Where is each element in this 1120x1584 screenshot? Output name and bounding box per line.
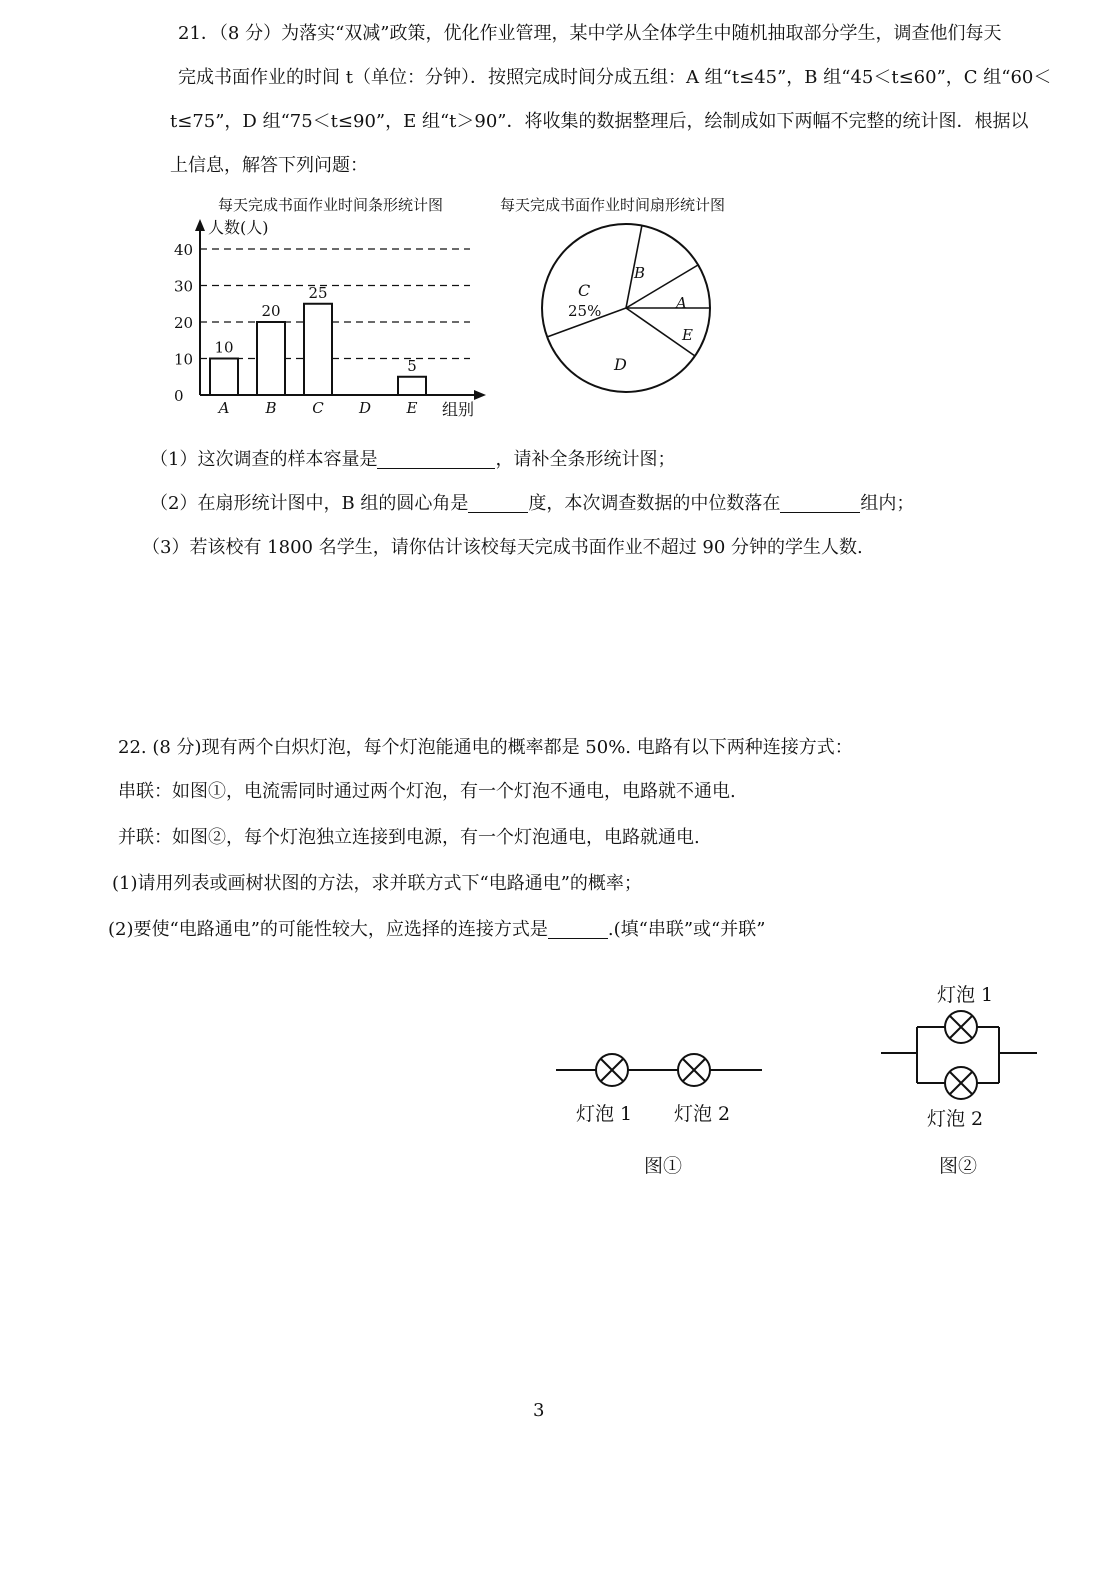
answer-blank-sample-size[interactable] bbox=[377, 448, 495, 469]
q21-line-1: 21．（8 分）为落实“双减”政策，优化作业管理，某中学从全体学生中随机抽取部分学生，调查他们每天 bbox=[178, 23, 1002, 44]
pie-slice-b-label: B bbox=[634, 264, 646, 282]
bar-chart-ytick-label: 30 bbox=[174, 277, 194, 296]
series-circuit-figure bbox=[550, 1040, 770, 1180]
bulb-icon bbox=[945, 1011, 977, 1043]
page-number: 3 bbox=[533, 1400, 545, 1421]
q21-sub-2-text-end: 组内； bbox=[860, 493, 915, 514]
bar-chart-ytick-label: 0 bbox=[174, 387, 184, 405]
pie-chart-title: 每天完成书面作业时间扇形统计图 bbox=[500, 196, 726, 214]
q22-line-5-text-end: .(填“串联”或“并联” bbox=[607, 919, 766, 940]
bulb-icon bbox=[945, 1067, 977, 1099]
pie-slice-a-label: A bbox=[676, 294, 687, 312]
parallel-circuit-figure bbox=[875, 975, 1045, 1180]
bulb-icon bbox=[596, 1054, 628, 1086]
q22-line-5-text: (2)要使“电路通电”的可能性较大，应选择的连接方式是 bbox=[108, 919, 548, 940]
bar-chart-title: 每天完成书面作业时间条形统计图 bbox=[218, 196, 444, 214]
bar-chart-ytick-label: 10 bbox=[174, 350, 194, 369]
bar-chart-xtick-label: E bbox=[406, 399, 418, 417]
bulb-icon bbox=[678, 1054, 710, 1086]
answer-blank-angle[interactable] bbox=[468, 492, 528, 513]
q21-sub-2-text: （2）在扇形统计图中，B 组的圆心角是 bbox=[150, 493, 469, 514]
fig1-bulb2-label: 灯泡 2 bbox=[674, 1103, 731, 1125]
bar-chart-bars bbox=[210, 284, 426, 395]
q21-sub-1-text-end: ，请补全条形统计图； bbox=[495, 449, 676, 470]
bar-b bbox=[257, 322, 285, 395]
pie-slice-c-label: C bbox=[578, 281, 591, 300]
bar-chart-xtick-label: D bbox=[358, 399, 372, 417]
q21-line-4: 上信息，解答下列问题： bbox=[170, 155, 368, 176]
bar-chart-xlabel: 组别 bbox=[442, 400, 475, 419]
pie-chart bbox=[530, 212, 730, 412]
bar-chart-xtick-label: C bbox=[312, 399, 324, 417]
answer-blank-median-group[interactable] bbox=[780, 492, 860, 513]
answer-blank-connection[interactable] bbox=[548, 918, 608, 939]
bar-chart-xtick-label: A bbox=[218, 399, 230, 417]
q21-line-2: 完成书面作业的时间 t（单位：分钟）．按照完成时间分成五组：A 组“t≤45”，B 组“45＜t≤60”，C 组“60＜ bbox=[178, 67, 1052, 88]
fig2-caption: 图② bbox=[939, 1155, 978, 1177]
fig1-caption: 图① bbox=[644, 1155, 683, 1177]
q21-sub-2 bbox=[150, 482, 914, 526]
q21-sub-1-text: （1）这次调查的样本容量是 bbox=[150, 449, 378, 470]
q21-sub-1 bbox=[150, 438, 675, 482]
bar-value-label: 10 bbox=[214, 338, 234, 357]
bar-chart-ylabel: 人数(人) bbox=[208, 218, 269, 237]
bar-value-label: 20 bbox=[261, 302, 281, 320]
bar-chart-ytick-label: 20 bbox=[174, 314, 194, 332]
pie-slice-c-percent: 25% bbox=[568, 302, 602, 320]
q21-line-3: t≤75”，D 组“75＜t≤90”，E 组“t＞90”．将收集的数据整理后，绘制成如下两幅不完整的统计图．根据以 bbox=[170, 111, 1029, 132]
pie-slice-e-label: E bbox=[682, 326, 693, 344]
fig2-bulb1-label: 灯泡 1 bbox=[937, 984, 994, 1006]
bar-chart bbox=[160, 215, 500, 425]
q22-line-2: 串联：如图①，电流需同时通过两个灯泡，有一个灯泡不通电，电路就不通电. bbox=[118, 781, 736, 802]
bar-value-label: 5 bbox=[407, 356, 417, 375]
q22-line-3: 并联：如图②，每个灯泡独立连接到电源，有一个灯泡通电，电路就通电. bbox=[118, 827, 700, 848]
bar-e bbox=[398, 377, 426, 395]
fig2-bulb2-label: 灯泡 2 bbox=[927, 1108, 984, 1130]
bar-chart-xticks bbox=[217, 399, 418, 417]
bar-chart-grid bbox=[200, 249, 470, 359]
q22-line-4: (1)请用列表或画树状图的方法，求并联方式下“电路通电”的概率； bbox=[112, 873, 642, 894]
bar-a bbox=[210, 359, 238, 396]
bar-chart-yticks bbox=[174, 241, 193, 405]
q21-sub-2-text-mid: 度，本次调查数据的中位数落在 bbox=[528, 493, 781, 514]
q22-line-5 bbox=[108, 908, 765, 952]
bar-c bbox=[304, 304, 332, 395]
fig1-bulb1-label: 灯泡 1 bbox=[576, 1103, 633, 1125]
bar-chart-xtick-label: B bbox=[265, 399, 277, 417]
q21-sub-3: （3）若该校有 1800 名学生，请你估计该校每天完成书面作业不超过 90 分钟的学生人数. bbox=[142, 537, 863, 558]
pie-slice-d-label: D bbox=[614, 355, 627, 374]
q22-line-1: 22. (8 分)现有两个白炽灯泡，每个灯泡能通电的概率都是 50%. 电路有以下两种连接方式： bbox=[118, 737, 853, 758]
bar-chart-ytick-label: 40 bbox=[174, 241, 194, 259]
bar-value-label: 25 bbox=[308, 283, 328, 302]
